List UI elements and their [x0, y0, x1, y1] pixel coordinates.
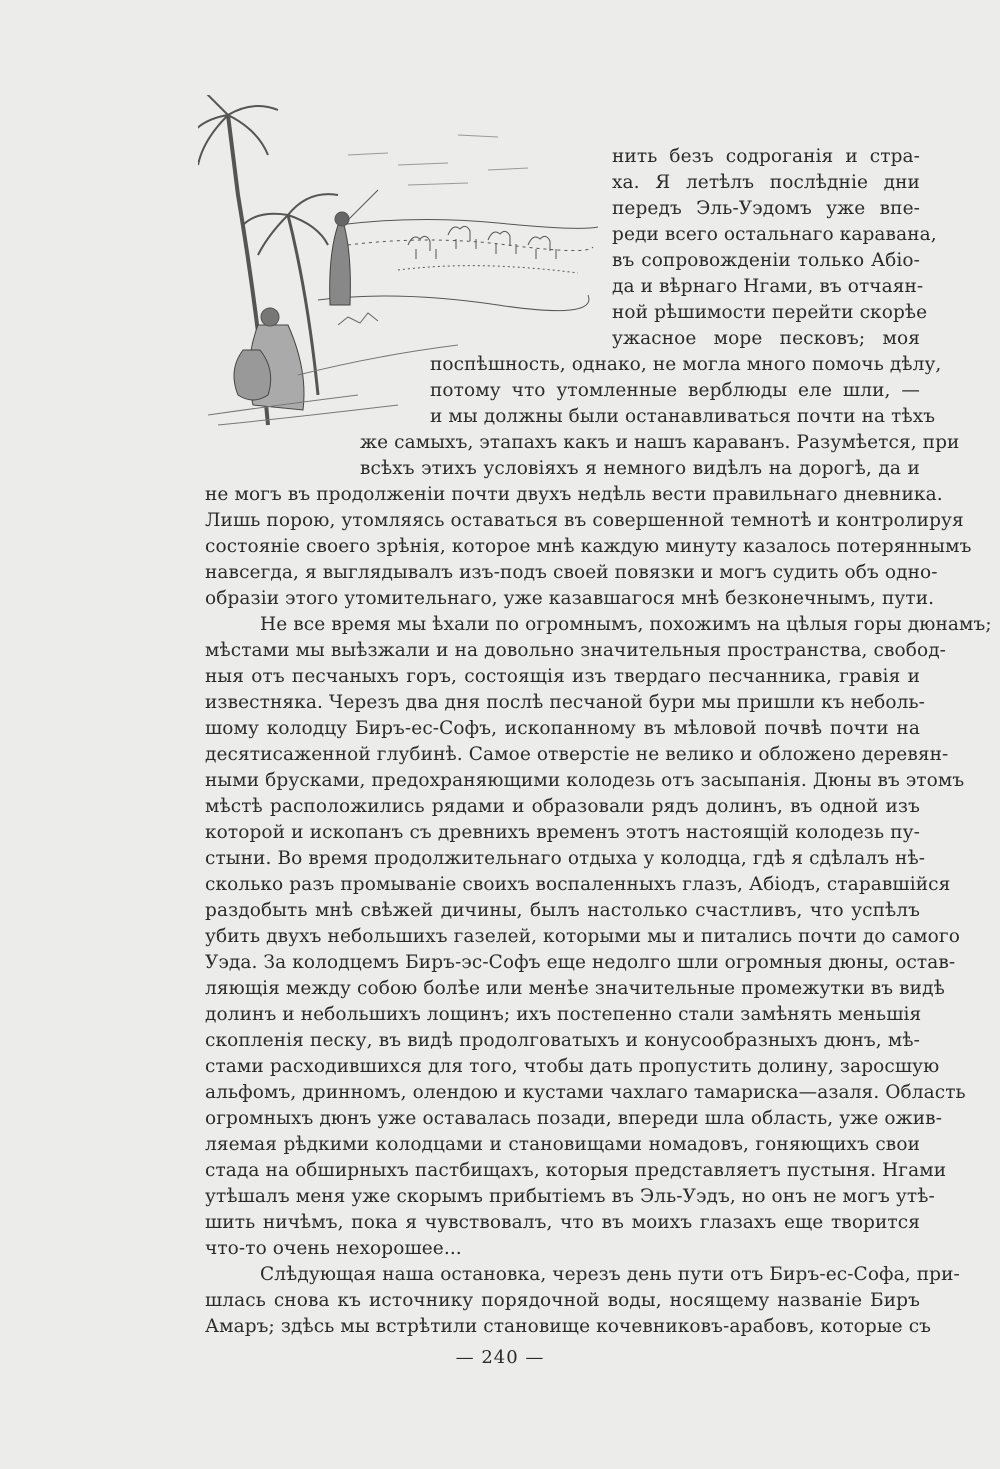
- text-line: Лишь порою, утомляясь оставаться въ совершенной темнотѣ и контролируя: [205, 510, 964, 531]
- text-line: да и вѣрнаго Нгами, въ отчаян-: [612, 276, 924, 297]
- text-line: Уэда. За колодцемъ Биръ-эс-Софъ еще недолго шли огромныя дюны, остав-: [205, 952, 956, 973]
- text-line: ужасное море песковъ; моя: [612, 328, 920, 349]
- text-line: нить безъ содроганія и стра-: [612, 146, 920, 167]
- text-line: мѣстами мы выѣзжали и на довольно значительныя пространства, свобод-: [205, 640, 947, 661]
- text-line: ха. Я летѣлъ послѣдніе дни: [612, 172, 920, 193]
- text-line: поспѣшность, однако, не могла много помочь дѣлу,: [430, 354, 942, 375]
- text-line: реди всего остальнаго каравана,: [612, 224, 937, 245]
- text-line: которой и ископанъ съ древнихъ временъ этотъ настоящій колодезь пу-: [205, 822, 920, 843]
- text-line: долинъ и небольшихъ лощинъ; ихъ постепенно стали замѣнять меньшія: [205, 1004, 922, 1025]
- text-line: альфомъ, дринномъ, олендою и кустами чахлаго тамариска—азаля. Область: [205, 1082, 966, 1103]
- text-line: состояніе своего зрѣнія, которое мнѣ каждую минуту казалось потеряннымъ: [205, 536, 972, 557]
- text-line: навсегда, я выглядывалъ изъ-подъ своей повязки и могъ судить объ одно-: [205, 562, 938, 583]
- text-line: потому что утомленные верблюды еле шли, —: [430, 380, 920, 401]
- text-line: же самыхъ, этапахъ какъ и нашъ караванъ. Разумѣется, при: [360, 432, 960, 453]
- text-line: шому колодцу Биръ-ес-Софъ, ископанному въ мѣловой почвѣ почти на: [205, 718, 920, 739]
- page-number: — 240 —: [455, 1347, 545, 1368]
- text-line: шить ничѣмъ, пока я чувствовалъ, что въ моихъ глазахъ еще творится: [205, 1212, 920, 1233]
- text-line: известняка. Черезъ два дня послѣ песчаной бури мы пришли къ неболь-: [205, 692, 925, 713]
- text-line: шлась снова къ источнику порядочной воды, носящему названіе Биръ: [205, 1290, 920, 1311]
- text-line: десятисаженной глубинѣ. Самое отверстіе не велико и обложено деревян-: [205, 744, 949, 765]
- text-line: передъ Эль-Уэдомъ уже впе-: [612, 198, 920, 219]
- text-line: образіи этого утомительнаго, уже казавшагося мнѣ безконечнымъ, пути.: [205, 588, 935, 609]
- text-line: сколько разъ промываніе своихъ воспаленныхъ глазъ, Абіодъ, старавшійся: [205, 874, 951, 895]
- text-line: ной рѣшимости перейти скорѣе: [612, 302, 928, 323]
- text-line: что-то очень нехорошее...: [205, 1238, 462, 1259]
- text-line: ными брусками, предохраняющими колодезь отъ засыпанія. Дюны въ этомъ: [205, 770, 965, 791]
- text-line: ляемая рѣдкими колодцами и становищами номадовъ, гоняющихъ свои: [205, 1134, 920, 1155]
- text-line: раздобыть мнѣ свѣжей дичины, былъ настолько счастливъ, что успѣлъ: [205, 900, 920, 921]
- text-line: убить двухъ небольшихъ газелей, которыми мы и питались почти до самого: [205, 926, 960, 947]
- text-line: стами расходившихся для того, чтобы дать пропустить долину, заросшую: [205, 1056, 940, 1077]
- text-line: Слѣдующая наша остановка, черезъ день пути отъ Биръ-ес-Софа, при-: [260, 1264, 960, 1285]
- text-line: въ сопровожденіи только Абіо-: [612, 250, 920, 271]
- text-line: скопленія песку, въ видѣ продолговатыхъ и конусообразныхъ дюнъ, мѣ-: [205, 1030, 920, 1051]
- text-line: стада на обширныхъ пастбищахъ, которыя представляетъ пустыня. Нгами: [205, 1160, 947, 1181]
- text-line: Амаръ; здѣсь мы встрѣтили становище кочевниковъ-арабовъ, которые съ: [205, 1316, 932, 1337]
- text-line: ныя отъ песчаныхъ горъ, состоящія изъ твердаго песчанника, гравія и: [205, 666, 920, 687]
- text-line: и мы должны были останавливаться почти на тѣхъ: [430, 406, 936, 427]
- text-line: не могъ въ продолженіи почти двухъ недѣль вести правильнаго дневника.: [205, 484, 943, 505]
- text-line: ляющія между собою болѣе или менѣе значительные промежутки въ видѣ: [205, 978, 945, 999]
- text-line: мѣстѣ расположились рядами и образовали рядъ долинъ, въ одной изъ: [205, 796, 920, 817]
- text-line: утѣшалъ меня уже скорымъ прибытіемъ въ Эль-Уэдъ, но онъ не могъ утѣ-: [205, 1186, 935, 1207]
- text-line: всѣхъ этихъ условіяхъ я немного видѣлъ на дорогѣ, да и: [360, 458, 920, 479]
- text-line: стыни. Во время продолжительнаго отдыха у колодца, гдѣ я сдѣлалъ нѣ-: [205, 848, 926, 869]
- text-line: огромныхъ дюнъ уже оставалась позади, впереди шла область, уже ожив-: [205, 1108, 943, 1129]
- text-line: Не все время мы ѣхали по огромнымъ, похожимъ на цѣлыя горы дюнамъ;: [260, 614, 992, 635]
